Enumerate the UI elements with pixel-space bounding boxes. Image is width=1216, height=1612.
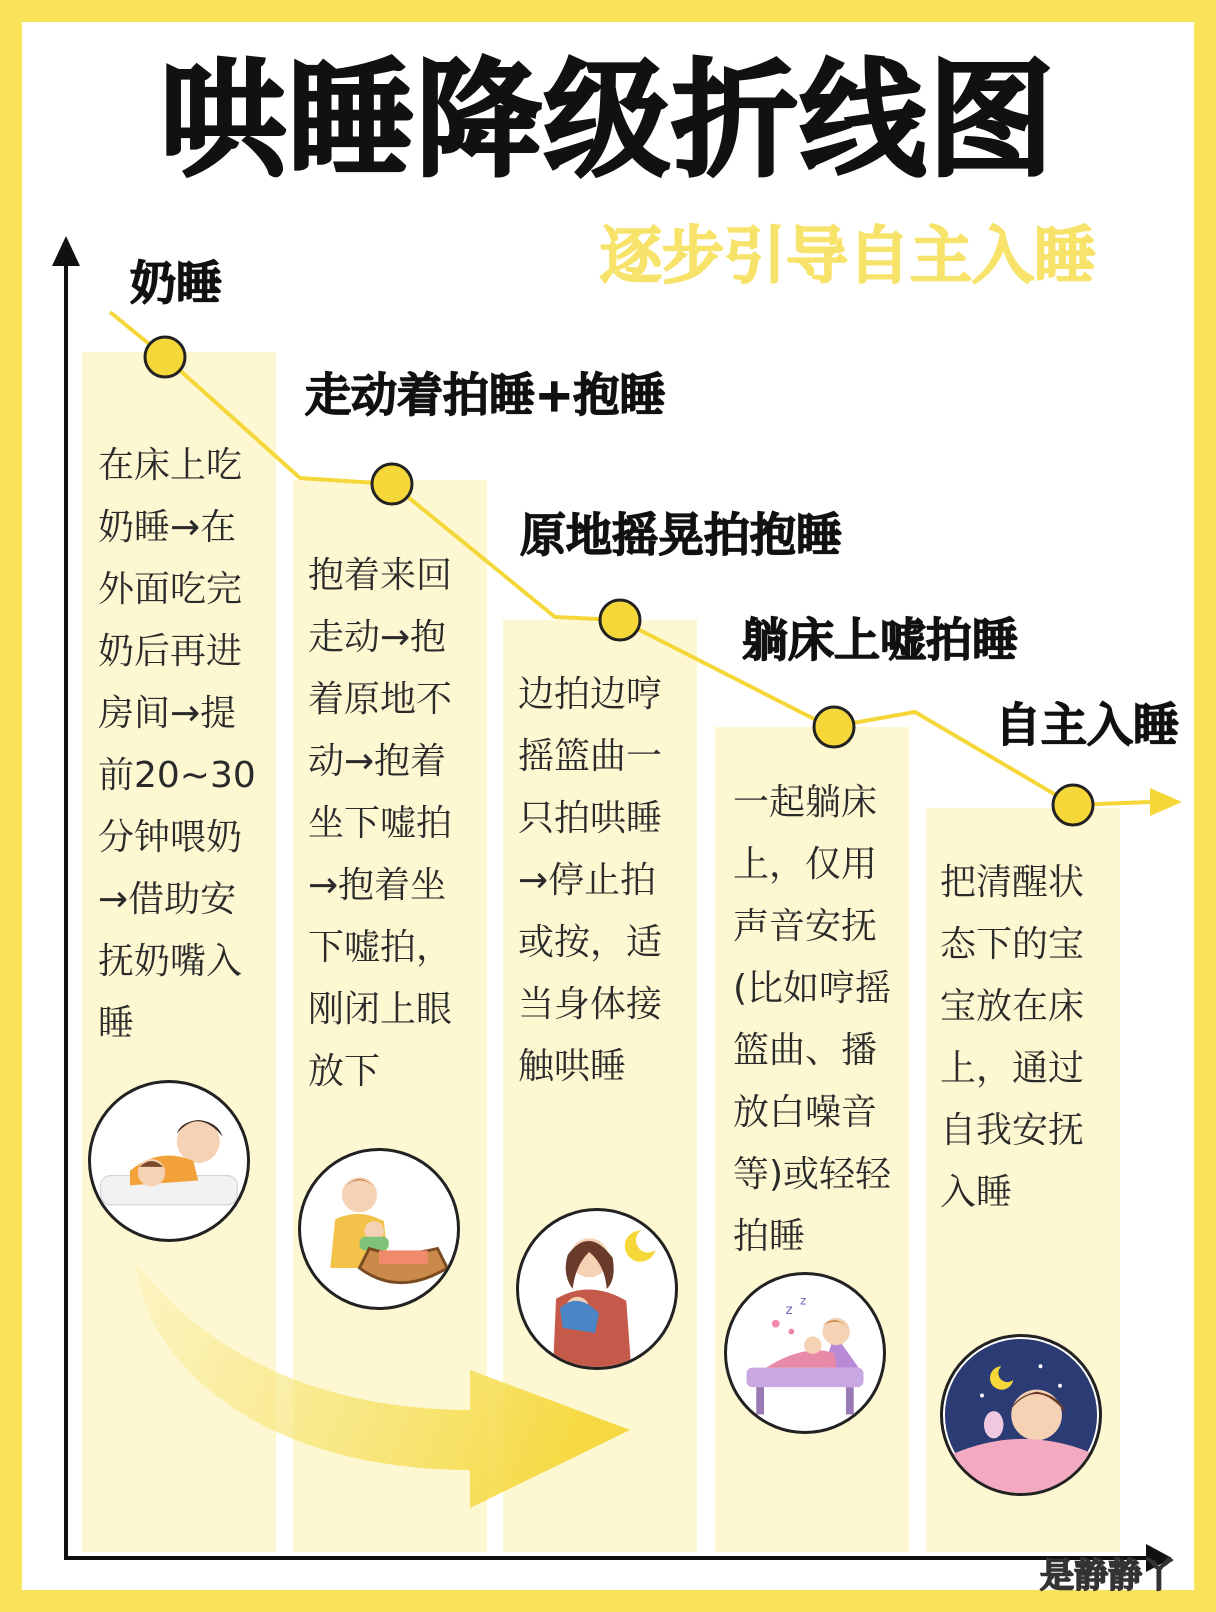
rocking-baby-moon-icon	[516, 1208, 678, 1370]
lying-together-bed-icon	[724, 1272, 886, 1434]
stage-description-4: 一起躺床上，仅用声音安抚(比如哼摇篮曲、播放白噪音等)或轻轻拍睡	[733, 782, 892, 1257]
sleeping-alone-night-icon	[940, 1334, 1102, 1496]
stage-name-2: 走动着拍睡+抱睡	[305, 368, 666, 422]
stage-node-2	[372, 464, 412, 504]
stage-node-5	[1053, 785, 1093, 825]
watermark: 是静静丫	[1040, 1556, 1176, 1596]
y-axis-arrow	[52, 236, 80, 266]
svg-text:z: z	[785, 1302, 793, 1318]
page-title: 哄睡降级折线图	[160, 47, 1056, 194]
stage-name-1: 奶睡	[130, 256, 222, 310]
stage-name-5: 自主入睡	[995, 698, 1179, 752]
stage-description-3: 边拍边哼摇篮曲一只拍哄睡→停止拍或按，适当身体接触哄睡	[518, 674, 663, 1087]
breastfeeding-lying-icon	[88, 1080, 250, 1242]
stage-description-5: 把清醒状态下的宝宝放在床上，通过自我安抚入睡	[940, 862, 1085, 1213]
line-end-arrow	[1150, 788, 1182, 816]
stage-name-4: 躺床上嘘拍睡	[742, 613, 1018, 667]
stage-node-1	[145, 337, 185, 377]
svg-text:z: z	[800, 1293, 807, 1308]
stage-node-3	[600, 600, 640, 640]
stage-node-4	[814, 707, 854, 747]
stage-name-3: 原地摇晃拍抱睡	[520, 508, 842, 562]
page-subtitle: 逐步引导自主入睡	[600, 219, 1097, 292]
stage-description-2: 抱着来回走动→抱着原地不动→抱着坐下嘘拍→抱着坐下嘘拍，刚闭上眼放下	[308, 555, 453, 1092]
stage-description-1: 在床上吃奶睡→在外面吃完奶后再进房间→提前20~30分钟喂奶→借助安抚奶嘴入睡	[98, 445, 256, 1044]
holding-baby-crib-icon	[298, 1148, 460, 1310]
